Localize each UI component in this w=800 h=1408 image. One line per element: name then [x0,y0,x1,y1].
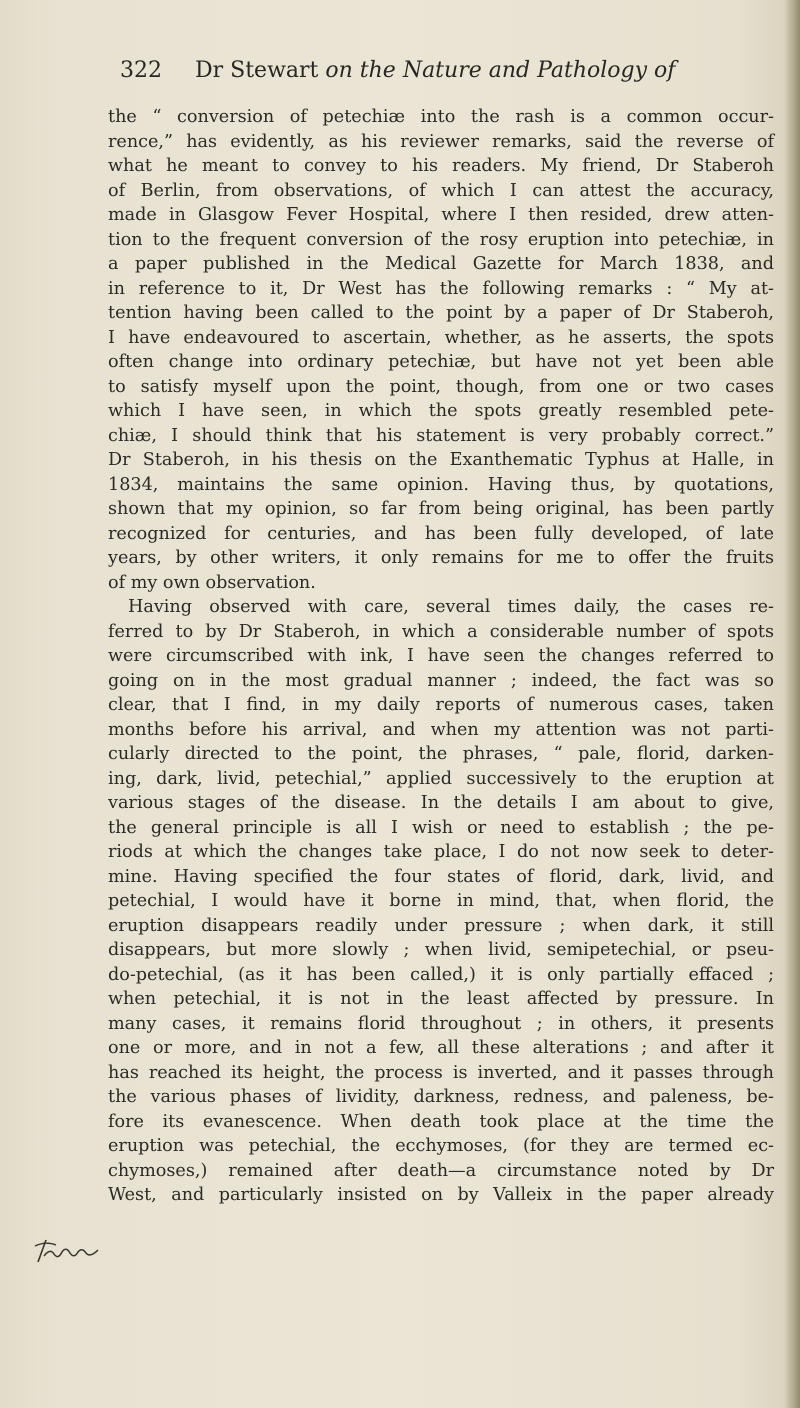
running-title-italic: on the Nature and Pathology of [325,58,676,83]
text-line: the “ conversion of petechiæ into the rash is a common occur- [108,107,774,127]
text-line: chymoses,) remained after death—a circumstance noted by Dr [108,1160,774,1181]
text-line: to satisfy myself upon the point, though, from one or two cases [108,376,774,397]
text-line: rence,” has evidently, as his reviewer remarks, said the reverse of [108,131,774,152]
running-title [195,58,675,83]
text-line: one or more, and in not a few, all these alterations ; and after it [108,1038,774,1058]
text-line: made in Glasgow Fever Hospital, where I then resided, drew atten- [108,205,774,225]
text-line: what he meant to convey to his readers. My friend, Dr Staberoh [108,156,774,176]
text-line: the general principle is all I wish or need to establish ; the pe- [108,817,774,838]
text-line: tion to the frequent conversion of the rosy eruption into petechiæ, in [108,229,774,250]
text-line: ferred to by Dr Staberoh, in which a considerable number of spots [108,621,774,642]
text-line: years, by other writers, it only remains for me to offer the fruits [108,548,774,568]
text-line: clear, that I find, in my daily reports of numerous cases, taken [108,695,774,715]
text-line: a paper published in the Medical Gazette for March 1838, and [108,254,774,274]
text-line: the various phases of lividity, darkness, redness, and paleness, be- [108,1087,774,1107]
text-line: I have endeavoured to ascertain, whether, as he asserts, the spots [108,327,774,348]
text-line: often change into ordinary petechiæ, but have not yet been able [108,352,774,372]
page-number: 322 [120,58,162,83]
text-line: many cases, it remains florid throughout ; in others, it presents [108,1013,774,1034]
text-line: West, and particularly insisted on by Valleix in the paper already [108,1185,774,1205]
running-header [120,58,770,98]
body-text [108,105,774,1208]
text-line: various stages of the disease. In the details I am about to give, [108,793,774,813]
text-line: 1834, maintains the same opinion. Having thus, by quotations, [108,474,774,495]
text-line: disappears, but more slowly ; when livid, semipetechial, or pseu- [108,940,774,960]
text-line: eruption was petechial, the ecchymoses, (for they are termed ec- [108,1136,774,1156]
text-line: of my own observation. [108,572,316,593]
text-line: of Berlin, from observations, of which I can attest the accuracy, [108,180,774,201]
text-line: months before his arrival, and when my attention was not parti- [108,719,774,740]
text-line: fore its evanescence. When death took place at the time the [108,1111,774,1132]
text-line: petechial, I would have it borne in mind, that, when florid, the [108,891,774,911]
text-line: Dr Staberoh, in his thesis on the Exanthematic Typhus at Halle, in [108,450,774,470]
text-line: which I have seen, in which the spots greatly resembled pete- [108,401,774,421]
text-line: has reached its height, the process is inverted, and it passes through [108,1062,774,1083]
page-edge-shadow [784,0,800,1408]
text-line: were circumscribed with ink, I have seen the changes referred to [108,646,774,666]
text-line: tention having been called to the point by a paper of Dr Staberoh, [108,303,774,323]
text-line: in reference to it, Dr West has the following remarks : “ My at- [108,278,774,299]
text-line: do-petechial, (as it has been called,) it is only partially effaced ; [108,964,774,985]
handwritten-margin-note-icon [32,1232,102,1268]
text-line: shown that my opinion, so far from being original, has been partly [108,499,774,519]
running-title-author: Dr Stewart [195,58,319,83]
text-line: going on in the most gradual manner ; indeed, the fact was so [108,670,774,691]
paragraph-start-line: Having observed with care, several times daily, the cases re- [128,597,774,617]
text-line: chiæ, I should think that his statement is very probably correct.” [108,425,774,446]
text-line: when petechial, it is not in the least affected by pressure. In [108,989,774,1009]
text-line: mine. Having specified the four states of florid, dark, livid, and [108,866,774,887]
text-line: riods at which the changes take place, I do not now seek to deter- [108,842,774,862]
text-line: ing, dark, livid, petechial,” applied successively to the eruption at [108,768,774,789]
text-line: recognized for centuries, and has been fully developed, of late [108,523,774,544]
text-line: eruption disappears readily under pressure ; when dark, it still [108,915,774,936]
text-line: cularly directed to the point, the phrases, “ pale, florid, darken- [108,744,774,764]
